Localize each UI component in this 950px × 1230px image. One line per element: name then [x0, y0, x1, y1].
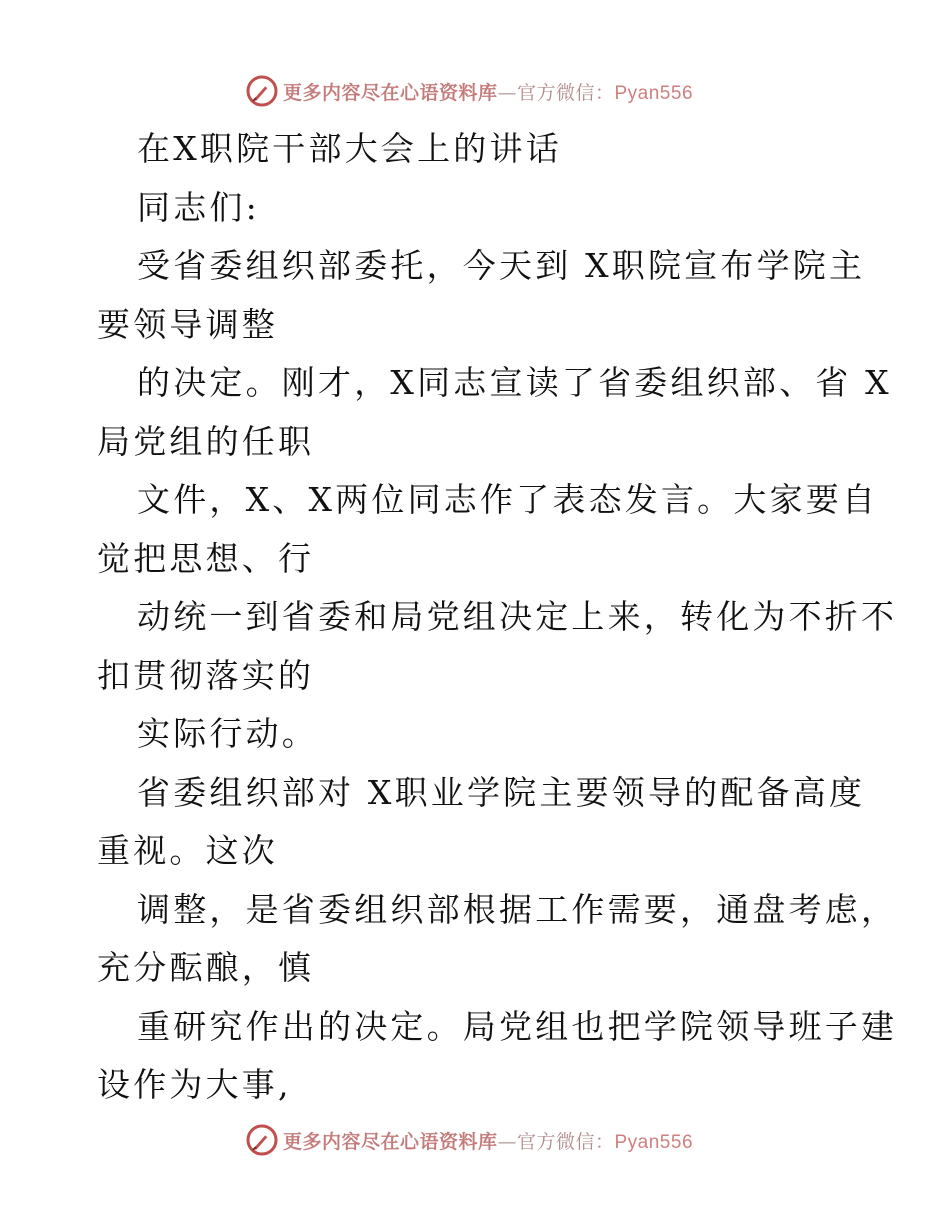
paragraph-line: 觉把思想、行 — [97, 538, 315, 578]
paragraph-line: 重视。这次 — [97, 831, 278, 870]
watermark-wechat-id: Pyan556 — [614, 82, 694, 104]
paragraph-line: 充分酝酿，慎 — [97, 948, 315, 987]
watermark-text — [283, 78, 693, 105]
watermark-wechat-label: 官方微信： — [516, 81, 615, 104]
document-body — [0, 120, 950, 1115]
paragraph-line: 的决定。刚才，X同志宣读了省委组织部、省 X — [137, 363, 892, 402]
paragraph-line: 设作为大事, — [97, 1065, 292, 1104]
watermark-main-text: 更多内容尽在心语资料库 — [282, 1130, 498, 1153]
footer-watermark-banner — [0, 1120, 950, 1160]
feather-pen-icon — [245, 74, 279, 108]
paragraph-line: 实际行动。 — [137, 714, 318, 753]
paragraph-line: 扣贯彻落实的 — [97, 655, 315, 695]
paragraph-line: 受省委组织部委托，今天到 X职院宣布学院主 — [137, 246, 866, 285]
paragraph-line: 调整，是省委组织部根据工作需要，通盘考虑， — [137, 889, 898, 929]
paragraph-line: 要领导调整 — [97, 304, 278, 344]
watermark-wechat-id: Pyan556 — [614, 1131, 694, 1153]
paragraph-line: 重研究作出的决定。局党组也把学院领导班子建 — [137, 1006, 898, 1046]
watermark-text — [283, 1127, 693, 1154]
watermark-dash: — — [497, 1130, 517, 1153]
paragraph-line: 文件，X、X两位同志作了表态发言。大家要自 — [137, 480, 879, 519]
paragraph-line: 省委组织部对 X职业学院主要领导的配备高度 — [137, 772, 866, 812]
header-watermark-banner — [0, 71, 950, 111]
watermark-dash: — — [497, 81, 517, 104]
paragraph-line: 动统一到省委和局党组决定上来，转化为不折不 — [137, 597, 898, 636]
paragraph-line: 局党组的任职 — [97, 421, 315, 461]
watermark-main-text: 更多内容尽在心语资料库 — [282, 81, 498, 104]
salutation: 同志们: — [137, 187, 260, 227]
document-title: 在X职院干部大会上的讲话 — [137, 129, 562, 168]
watermark-wechat-label: 官方微信： — [516, 1130, 615, 1153]
feather-pen-icon — [245, 1123, 279, 1157]
